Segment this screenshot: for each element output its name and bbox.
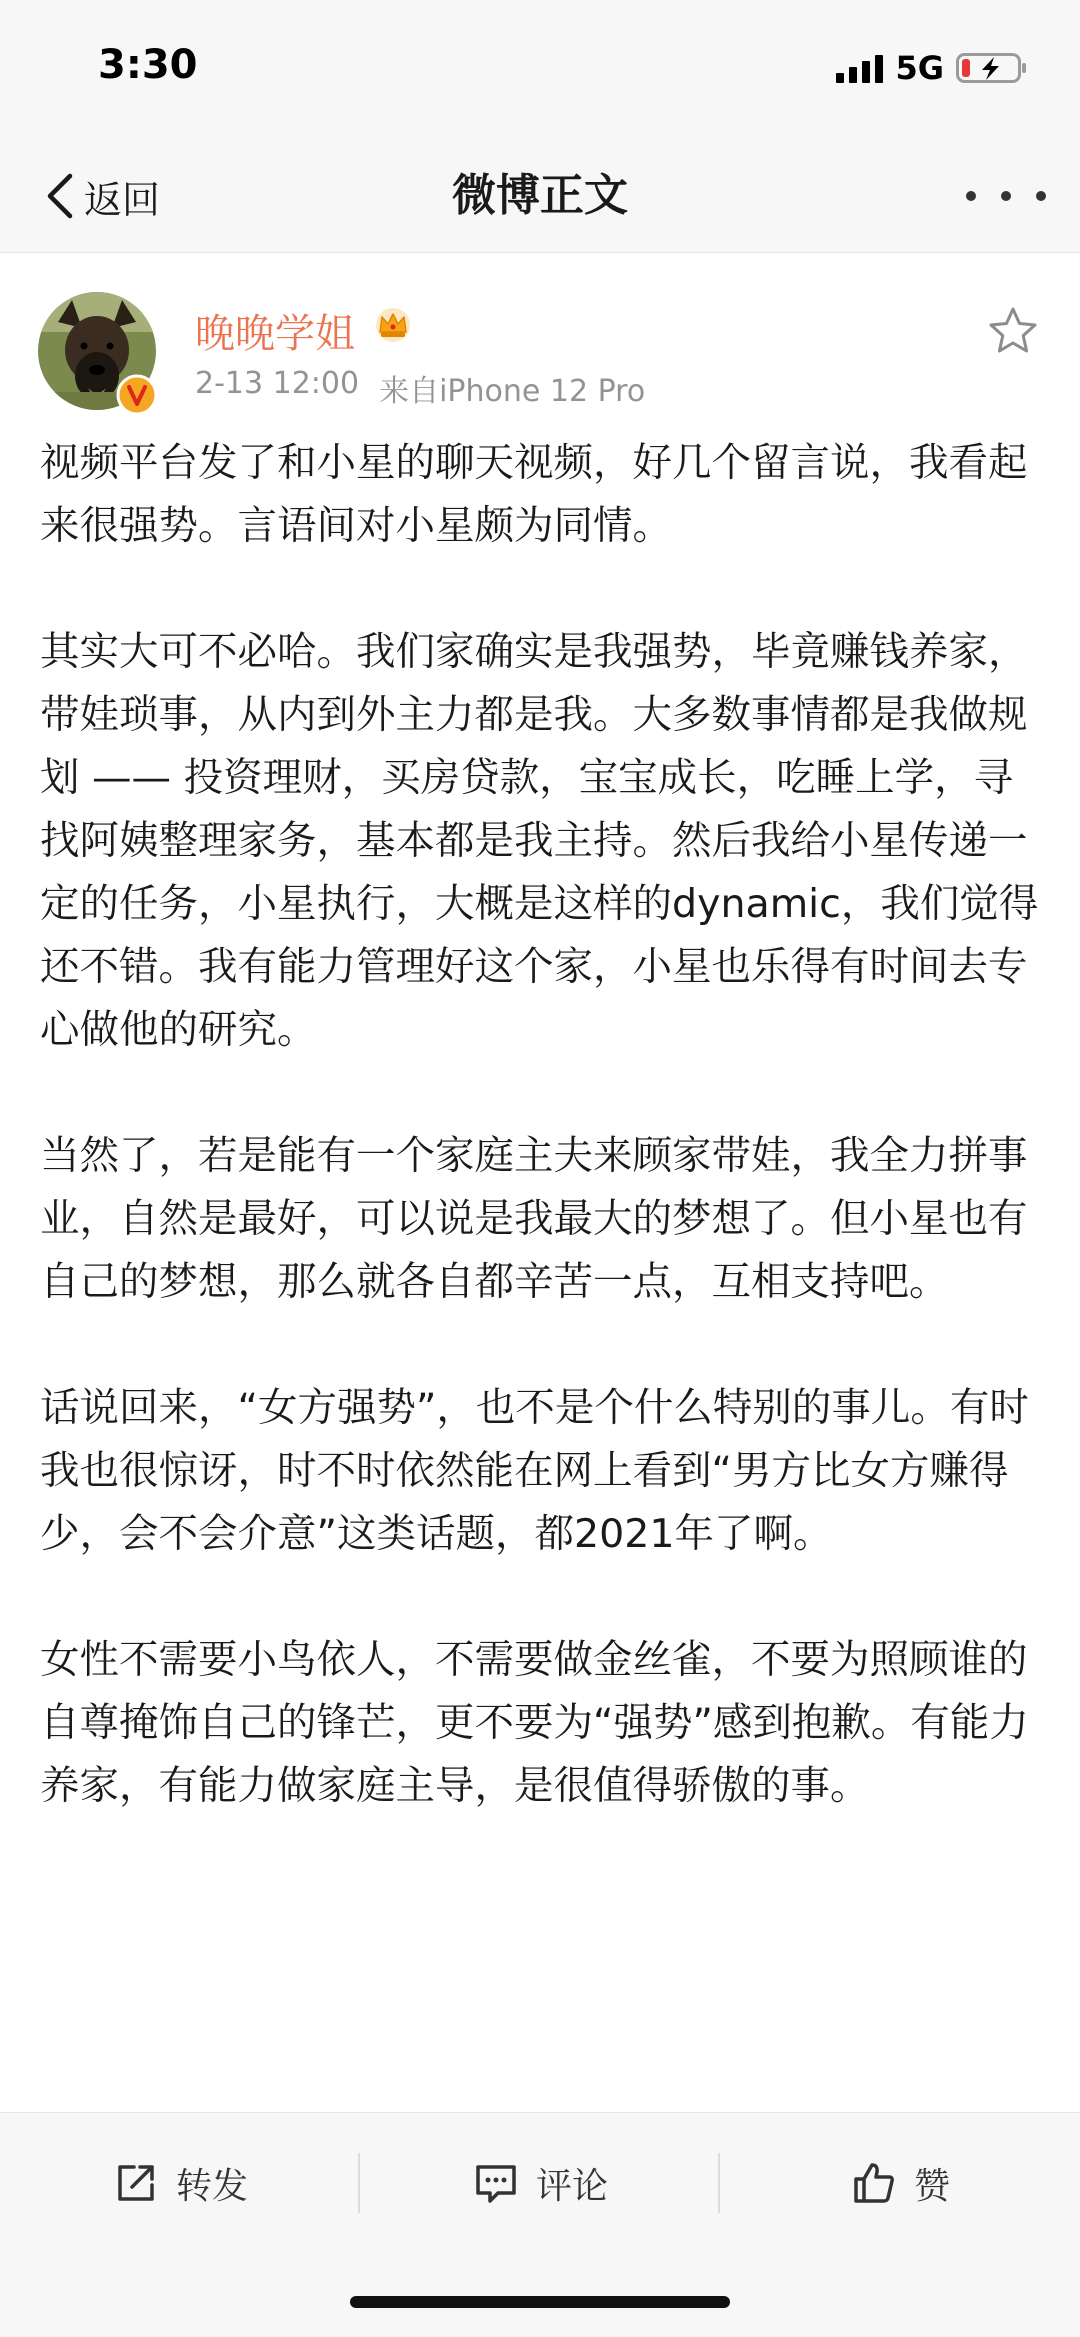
bottom-safe-area [0,2252,1080,2337]
back-label: 返回 [84,177,161,222]
author-header [0,260,1080,420]
more-dot-icon [966,191,976,201]
author-name[interactable]: 晚晚学姐 [195,311,355,357]
post-body [40,432,1040,1881]
comment-button[interactable] [360,2113,720,2253]
nav-bar [0,140,1080,253]
status-bar [0,0,1080,140]
post-source: 来自iPhone 12 Pro [379,374,646,409]
vip-crown-icon [372,304,414,346]
signal-strength-icon [836,53,883,83]
thumbs-up-icon [850,2159,898,2207]
comment-label: 评论 [535,2165,608,2207]
post-paragraph: 其实大可不必哈。我们家确实是我强势，毕竟赚钱养家，带娃琐事，从内到外主力都是我。大多数事情都是我做规划 —— 投资理财，买房贷款，宝宝成长，吃睡上学，寻找阿姨整理家务，基本都是我主持。然后我给小星传递一定的任务，小星执行，大概是这样的dynamic，我们觉得还不错。我有能力管理好这个家，小星也乐得有时间去专心做他的研究。 [40,629,1039,1053]
battery-charging-icon [956,53,1028,83]
home-indicator[interactable] [350,2296,730,2308]
repost-share-icon [112,2159,160,2207]
post-paragraph: 话说回来，“女方强势”，也不是个什么特别的事儿。有时我也很惊讶，时不时依然能在网上看到“男方比女方赚得少，会不会介意”这类话题，都2021年了啊。 [40,1385,1029,1557]
post-timestamp: 2-13 12:00 [195,366,360,401]
action-bar [0,2112,1080,2253]
star-favorite-icon[interactable] [986,304,1040,358]
more-dot-icon [1001,191,1011,201]
post-meta [195,366,645,410]
post-paragraph: 视频平台发了和小星的聊天视频，好几个留言说，我看起来很强势。言语间对小星颇为同情。 [40,440,1028,549]
page-title: 微博正文 [452,170,628,221]
status-indicators [836,48,1028,88]
status-time: 3:30 [98,42,198,88]
like-label: 赞 [913,2165,950,2207]
comment-bubble-icon [472,2159,520,2207]
repost-button[interactable] [0,2113,360,2253]
more-dot-icon [1036,191,1046,201]
post-paragraph: 当然了，若是能有一个家庭主夫来顾家带娃，我全力拼事业，自然是最好，可以说是我最大的梦想了。但小星也有自己的梦想，那么就各自都辛苦一点，互相支持吧。 [40,1133,1028,1305]
repost-label: 转发 [175,2165,248,2207]
network-type: 5G [895,49,944,87]
like-button[interactable] [720,2113,1080,2253]
more-options-button[interactable] [966,166,1046,226]
back-button[interactable] [44,162,160,230]
verified-badge-icon [116,374,158,416]
post-paragraph: 女性不需要小鸟依人，不需要做金丝雀，不要为照顾谁的自尊掩饰自己的锋芒，更不要为“强势”感到抱歉。有能力养家，有能力做家庭主导，是很值得骄傲的事。 [40,1637,1029,1809]
chevron-left-icon [44,172,76,220]
